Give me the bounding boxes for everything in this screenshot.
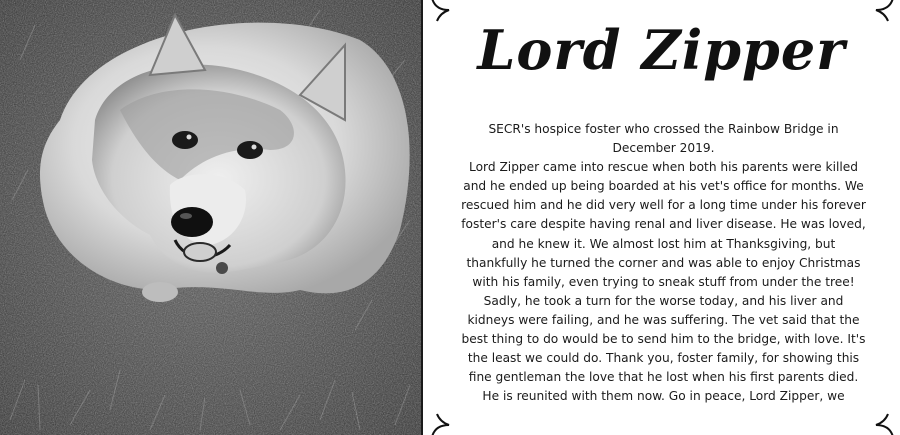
dog-photo: [0, 0, 421, 435]
memorial-story: Lord Zipper came into rescue when both his parents were killed and he ended up being boarded at his vet's office for months. We rescued him and he did very well for a long time under his forever foster's care despite having renal and liver disease. He was loved, and he knew it. We almost lost him at Thanksgiving, but thankfully he turned the corner and was able to enjoy Christmas with his family, even trying to sneak stuff from under the tree! Sadly, he took a turn for the worse today, and his liver and kidneys were failing, and he was suffering. The vet said that the best thing to do would be to send him to the bridge, with love. It's the least we could do. Thank you, foster family, for showing this fine gentleman the love that he lost when his first parents died. He is reunited with them now. Go in peace, Lord Zipper, we: [461, 160, 866, 404]
memorial-title: Lord Zipper: [477, 18, 846, 82]
corner-flourish-icon: [429, 413, 455, 435]
memorial-card: [423, 0, 900, 435]
corner-flourish-icon: [870, 413, 896, 435]
memorial-text: [461, 120, 866, 406]
memorial-intro: SECR's hospice foster who crossed the Rainbow Bridge in December 2019.: [488, 122, 839, 156]
